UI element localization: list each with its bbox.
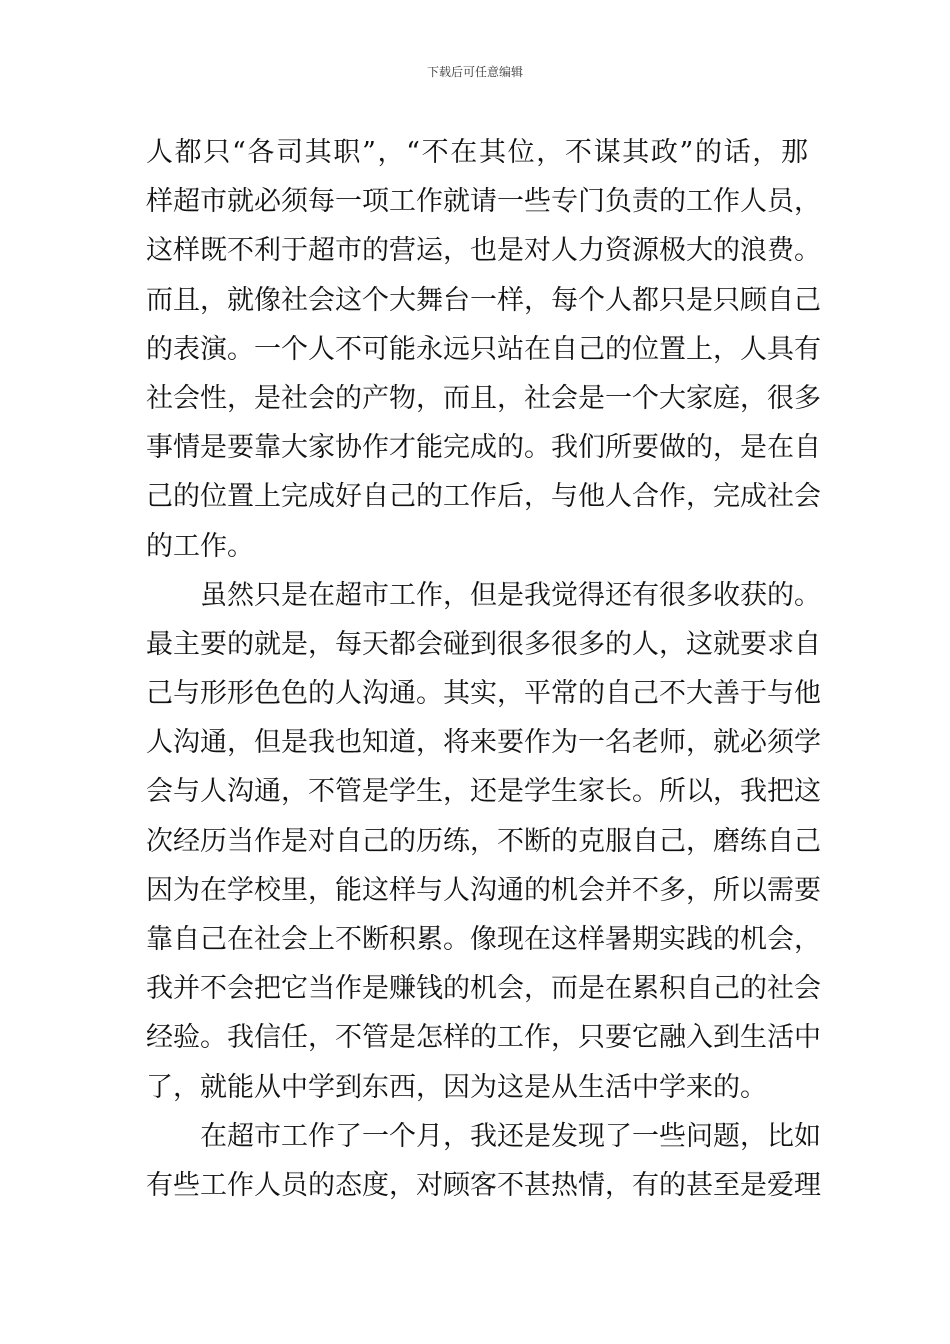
text-line: 人沟通，但是我也知道，将来要作为一名老师，就必须学 [146,727,821,759]
text-line: 了，就能从中学到东西，因为这是从生活中学来的。 [146,1071,767,1103]
text-line: 我并不会把它当作是赚钱的机会，而是在累积自己的社会 [146,973,821,1005]
text-line: 的工作。 [146,530,254,562]
text-line: 次经历当作是对自己的历练，不断的克服自己，磨练自己 [146,825,821,857]
text-line: 人都只“各司其职”，“不在其位，不谋其政”的话，那 [146,137,808,168]
text-line: 靠自己在社会上不断积累。像现在这样暑期实践的机会， [146,924,821,955]
text-line: 虽然只是在超市工作，但是我觉得还有很多收获的。 [200,579,821,611]
text-line: 最主要的就是，每天都会碰到很多很多的人，这就要求自 [146,628,821,660]
text-line: 这样既不利于超市的营运，也是对人力资源极大的浪费。 [146,235,821,267]
text-line: 己的位置上完成好自己的工作后，与他人合作，完成社会 [146,481,821,513]
body-text [146,128,821,1210]
text-line: 样超市就必须每一项工作就请一些专门负责的工作人员， [146,186,821,218]
text-line: 因为在学校里，能这样与人沟通的机会并不多，所以需要 [146,874,821,906]
text-line: 会与人沟通，不管是学生，还是学生家长。所以，我把这 [146,776,821,808]
text-line: 有些工作人员的态度，对顾客不甚热情，有的甚至是爱理 [146,1169,821,1201]
text-line: 而且，就像社会这个大舞台一样，每个人都只是只顾自己 [146,284,821,316]
text-line: 社会性，是社会的产物，而且，社会是一个大家庭，很多 [146,382,821,414]
text-line: 在超市工作了一个月，我还是发现了一些问题，比如 [200,1120,821,1152]
text-line: 己与形形色色的人沟通。其实，平常的自己不大善于与他 [146,678,821,710]
text-line: 的表演。一个人不可能永远只站在自己的位置上，人具有 [146,333,821,365]
text-line: 事情是要靠大家协作才能完成的。我们所要做的，是在自 [146,432,821,464]
text-line: 经验。我信任，不管是怎样的工作，只要它融入到生活中 [146,1022,821,1054]
page-header: 下载后可任意编辑 [426,65,523,79]
